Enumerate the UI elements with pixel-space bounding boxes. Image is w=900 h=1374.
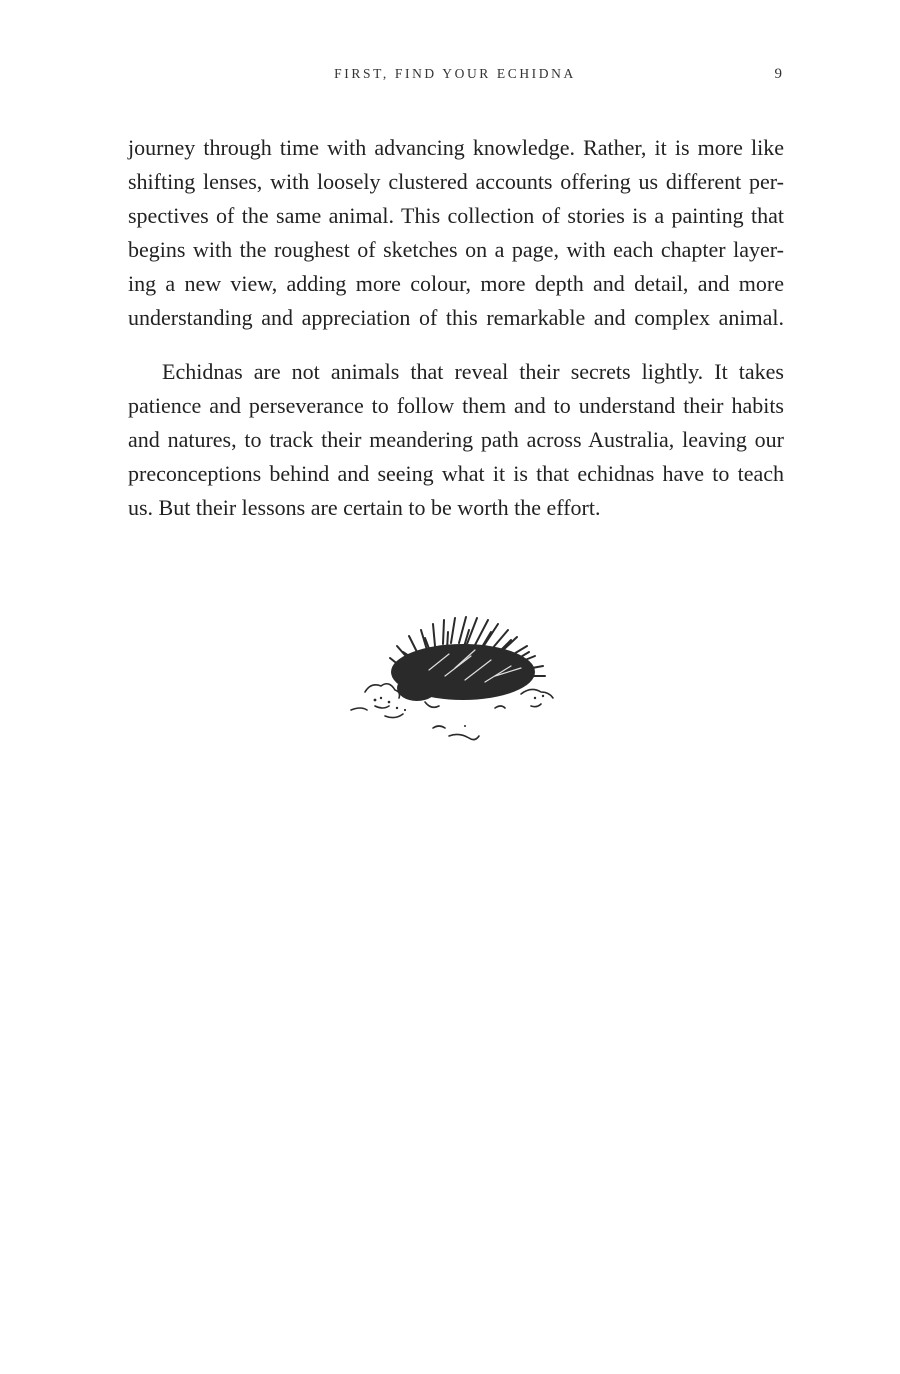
text-line: understanding and appreciation of this remarkable and complex animal. [128,305,784,330]
text-line: begins with the roughest of sketches on a page, with each chapter layer- [128,237,784,262]
paragraph-2 [128,355,784,525]
text-line: patience and perseverance to follow them and to understand their habits [128,393,784,418]
paragraph-1 [128,131,784,335]
page-number: 9 [774,66,782,82]
running-head-title: FIRST, FIND YOUR ECHIDNA [334,66,576,81]
text-line: Echidnas are not animals that reveal their secrets lightly. It takes [162,359,784,384]
echidna-sketch-icon [345,610,575,750]
text-line: preconceptions behind and seeing what it is that echidnas have to teach [128,461,784,486]
text-line: spectives of the same animal. This collection of stories is a painting that [128,203,784,228]
text-line: us. But their lessons are certain to be worth the effort. [128,495,601,520]
echidna-illustration [345,610,575,750]
text-line: and natures, to track their meandering path across Australia, leaving our [128,427,784,452]
body-text [128,131,784,525]
text-line: journey through time with advancing knowledge. Rather, it is more like [128,135,784,160]
text-line: ing a new view, adding more colour, more depth and detail, and more [128,271,784,296]
text-line: shifting lenses, with loosely clustered accounts offering us different per- [128,169,784,194]
running-head [128,66,782,86]
